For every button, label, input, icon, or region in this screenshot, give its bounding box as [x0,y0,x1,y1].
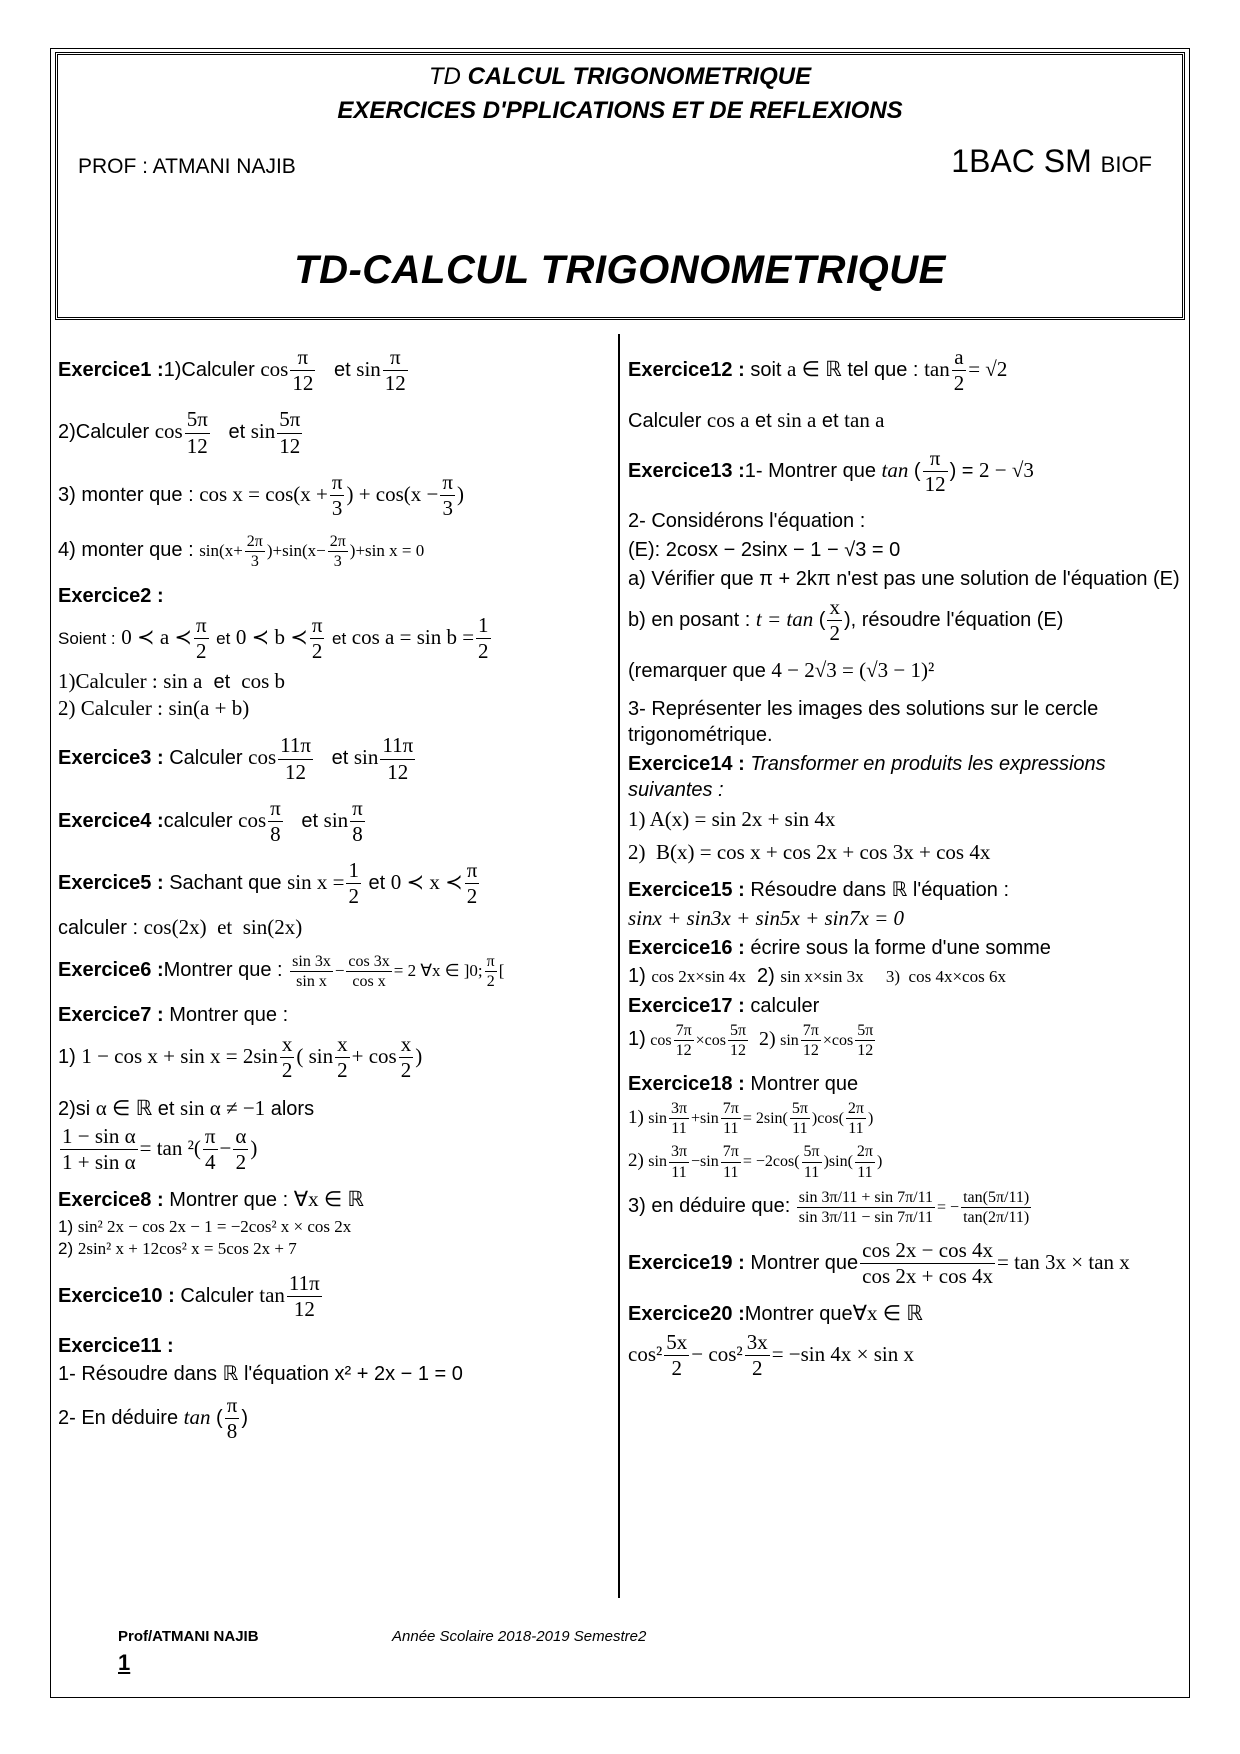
exercise-13-q3: 3- Représenter les images des solutions sur le cercle trigonométrique. [628,697,1099,746]
exercise-4: Exercice4 :calculer cos $\frac{\pi}{8}$ et sin $\frac{\pi}{8}$ [58,795,363,847]
column-divider [618,334,620,1598]
exercise-2-q1: 1)Calculer : sin a et cos b [58,668,286,693]
exercise-20: Exercice20 :Montrer que∀x ∈ ℝ [628,1301,923,1326]
exercise-15: Exercice15 : Résoudre dans ℝ l'équation : [628,879,1010,902]
right-column [628,345,1183,1381]
exercise-7-q1: 1) 1 − cos x + sin x = 2sin $\frac{x}{2}$ ( sin $\frac{x}{2}$ + cos $\frac{x}{2}$ ) [58,1032,423,1083]
exercise-7-label: Exercice7 : Montrer que : [58,1004,289,1027]
exercise-18: Exercice18 : Montrer que [628,1072,859,1095]
exercise-15-equation: sinx + sin3x + sin5x + sin7x = 0 [628,906,904,931]
exercise-14-q1: 1) A(x) = sin 2x + sin 4x [628,806,836,831]
exercise-18-q1: 1) sin $\frac{3\pi}{11}$ +sin $\frac{7\pi}{11}$ = 2sin( $\frac{5\pi}{11}$ )cos( $\frac{2\pi}{11}$ ) [628,1099,874,1138]
exercise-1-q4: 4) monter que : sin(x+ $\frac{2\pi}{3}$ )+sin(x− $\frac{2\pi}{3}$ )+sin x = 0 [58,533,425,571]
exercise-18-q3: 3) en déduire que: $\frac{\sin 3\pi/11 + \sin 7\pi/11}{\sin 3\pi/11 - \sin 7\pi/11}$ = − $\frac{\tan(5\pi/11)}{\tan(2\pi/11)}$ [628,1188,1030,1226]
exercise-13-equation: (E): 2cosx − 2sinx − 1 − √3 = 0 [628,539,901,562]
header-title-1: TD CALCUL TRIGONOMETRIQUE [428,63,812,90]
header-title-2: EXERCICES D'PPLICATIONS ET DE REFLEXIONS [337,97,903,124]
exercise-17: Exercice17 : calculer [628,994,820,1017]
exercise-17-items: 1) cos $\frac{7\pi}{12}$ ×cos $\frac{5\pi}{12}$ 2) sin $\frac{7\pi}{12}$ ×cos $\frac{5\pi}{12}$ [628,1021,874,1059]
exercise-12: Exercice12 : soit a ∈ ℝ tel que : tan $\frac{a}{2}$ = √2 [628,345,1008,396]
exercise-6: Exercice6 :Montrer que : $\frac{\sin 3x}{\text{sin x}}$ − $\frac{\cos 3x}{\text{cos x}}$ = 2 ∀x ∈ ]0; $\frac{\pi}{2}$ [ [58,952,505,991]
header-box [55,52,1185,320]
exercise-12-q: Calculer cos a et sin a et tan a [628,408,885,433]
exercise-13-remark: (remarquer que 4 − 2√3 = (√3 − 1)² [628,658,935,683]
exercise-14: Exercice14 : Transformer en produits les expressions suivantes : [628,752,1106,801]
exercise-13-a: a) Vérifier que π + 2kπ n'est pas une solution de l'équation (E) [628,568,1180,591]
exercise-11-q1: 1- Résoudre dans ℝ l'équation x² + 2x − 1 = 0 [58,1363,463,1386]
exercise-2-label: Exercice2 : [58,584,164,607]
exercise-16: Exercice16 : écrire sous la forme d'une somme [628,936,1051,959]
exercise-5-q: calculer : cos(2x) et sin(2x) [58,914,303,939]
exercise-8: Exercice8 : Montrer que : ∀x ∈ ℝ [58,1187,365,1212]
footer-author: Prof/ATMANI NAJIB [118,1628,259,1645]
exercise-20-formula: cos² $\frac{5x}{2}$ − cos² $\frac{3x}{2}$ = −sin 4x × sin x [628,1329,914,1380]
exercise-2-given: Soient : 0 ≺ a ≺ $\frac{\pi}{2}$ et 0 ≺ b ≺ $\frac{\pi}{2}$ et cos a = sin b = $\frac{1}{2}$ [58,612,489,663]
exercise-3: Exercice3 : Calculer cos $\frac{11\pi}{12}$ et sin $\frac{11\pi}{12}$ [58,733,414,784]
exercise-13-b: b) en posant : t = tan ( $\frac{x}{2}$ ), résoudre l'équation (E) [628,595,1064,646]
exercise-8-q2: 2) 2sin² x + 12cos² x = 5cos 2x + 7 [58,1238,297,1258]
left-column [58,345,603,1456]
prof-name: PROF : ATMANI NAJIB [78,155,296,178]
exercise-7-q2: 2)si α ∈ ℝ et sin α ≠ −1 alors [58,1095,315,1120]
exercise-13-q2: 2- Considérons l'équation : [628,510,866,533]
exercise-1-q3: 3) monter que : cos x = cos(x + $\frac{\pi}{3}$ ) + cos(x − $\frac{\pi}{3}$ ) [58,469,464,520]
main-title: TD-CALCUL TRIGONOMETRIQUE [294,248,946,292]
exercise-5: Exercice5 : Sachant que sin x = $\frac{1}{2}$ et 0 ≺ x ≺ $\frac{\pi}{2}$ [58,858,478,909]
exercise-13-q1: Exercice13 :1- Montrer que tan ( $\frac{\pi}{12}$ ) = 2 − √3 [628,445,1034,496]
exercise-10: Exercice10 : Calculer tan $\frac{11\pi}{12}$ [58,1270,320,1321]
exercise-11-label: Exercice11 : [58,1335,174,1358]
exercise-16-items: 1) cos 2x×sin 4x 2) sin x×sin 3x 3) cos 4x×cos 6x [628,964,1006,987]
exercise-14-q2: 2) B(x) = cos x + cos 2x + cos 3x + cos 4x [628,840,991,865]
page-number: 1 [118,1650,131,1675]
exercise-2-q2: 2) Calculer : sin(a + b) [58,696,250,721]
exercise-18-q2: 2) sin $\frac{3\pi}{11}$ −sin $\frac{7\pi}{11}$ = −2cos( $\frac{5\pi}{11}$ )sin( $\frac{2\pi}{11}$ ) [628,1143,883,1181]
exercise-8-q1: 1) sin² 2x − cos 2x − 1 = −2cos² x × cos 2x [58,1216,352,1236]
exercise-1-q1: Exercice1 :1)Calculer cos $\frac{\pi}{12}$ et sin $\frac{\pi}{12}$ [58,345,406,396]
exercise-19: Exercice19 : Montrer que $\frac{\cos 2x - \cos 4x}{\cos 2x + \cos 4x}$ = tan 3x × tan x [628,1238,1130,1289]
exercise-11-q2: 2- En déduire tan ( $\frac{\pi}{8}$ ) [58,1393,248,1444]
exercise-7-q2-formula: $\frac{\text{1 − sin α}}{\text{1 + sin α}}$ = tan ²( $\frac{\pi}{4}$ − $\frac{\alpha}{2}$ ) [62,1123,258,1175]
footer-year: Année Scolaire 2018-2019 Semestre2 [392,1628,647,1645]
class-level: 1BAC SM BIOF [951,143,1152,179]
exercise-1-q2: 2)Calculer cos $\frac{5\pi}{12}$ et sin $\frac{5\pi}{12}$ [58,407,301,458]
